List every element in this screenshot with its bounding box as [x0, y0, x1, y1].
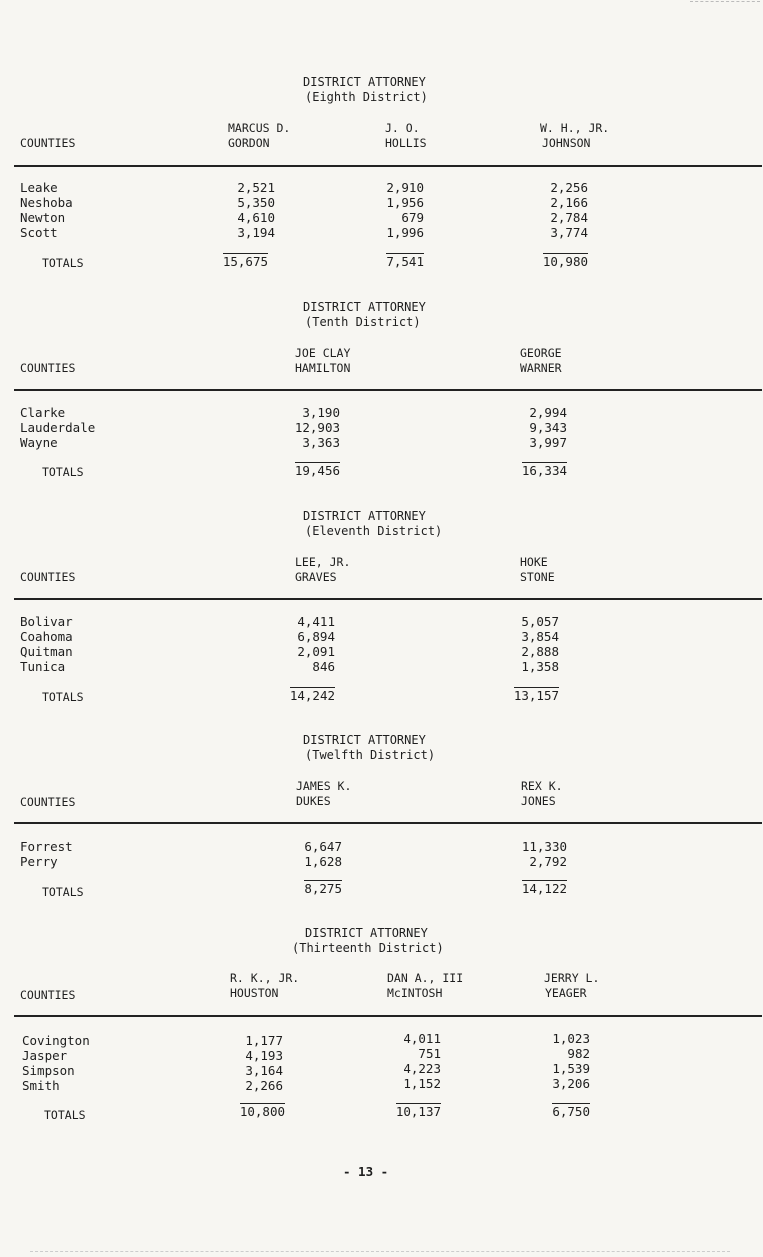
- section-title: DISTRICT ATTORNEY: [305, 926, 428, 940]
- total-count: [520, 254, 588, 269]
- candidate-last-name: YEAGER: [545, 986, 587, 1000]
- candidate-last-name: HOLLIS: [385, 136, 427, 150]
- vote-count: 2,888: [521, 644, 559, 659]
- section-title: DISTRICT ATTORNEY: [303, 75, 426, 89]
- total-value: 14,122: [521, 881, 567, 896]
- totals-label: TOTALS: [44, 1108, 86, 1122]
- totals-label: TOTALS: [42, 690, 84, 704]
- total-count: [490, 688, 559, 703]
- vote-count: 4,610: [237, 210, 275, 225]
- county-name: Perry: [20, 854, 58, 869]
- total-value: 19,456: [294, 463, 340, 478]
- totals-label: TOTALS: [42, 465, 84, 479]
- header-rule: [14, 598, 762, 600]
- district-name: (Tenth District): [305, 315, 421, 329]
- scan-artifact: [30, 1251, 730, 1253]
- section-title: DISTRICT ATTORNEY: [303, 300, 426, 314]
- vote-count: 3,363: [302, 435, 340, 450]
- county-name: Smith: [22, 1078, 60, 1093]
- total-value: 16,334: [521, 463, 567, 478]
- vote-count: 3,997: [529, 435, 567, 450]
- vote-count: 1,628: [304, 854, 342, 869]
- vote-count: 4,223: [403, 1061, 441, 1076]
- vote-count: 3,206: [552, 1076, 590, 1091]
- county-name: Neshoba: [20, 195, 73, 210]
- vote-count: 5,057: [521, 614, 559, 629]
- county-name: Tunica: [20, 659, 66, 674]
- vote-count: 3,164: [245, 1063, 283, 1078]
- district-name: (Eighth District): [305, 90, 428, 104]
- candidate-last-name: JONES: [521, 794, 556, 808]
- header-rule: [14, 822, 762, 824]
- section-title: DISTRICT ATTORNEY: [303, 509, 426, 523]
- vote-count: 1,177: [245, 1033, 283, 1048]
- counties-header: COUNTIES: [20, 570, 76, 584]
- vote-count: 1,152: [403, 1076, 441, 1091]
- header-rule: [14, 165, 762, 167]
- candidate-first-name: REX K.: [521, 779, 563, 793]
- vote-count: 1,358: [521, 659, 559, 674]
- vote-count: 4,011: [403, 1031, 441, 1046]
- county-name: Simpson: [22, 1063, 75, 1078]
- candidate-first-name: GEORGE: [520, 346, 562, 360]
- vote-count: 2,994: [529, 405, 567, 420]
- candidate-first-name: R. K., JR.: [230, 971, 300, 985]
- county-name: Clarke: [20, 405, 66, 420]
- counties-header: COUNTIES: [20, 136, 76, 150]
- total-count: [375, 1104, 441, 1119]
- vote-count: 3,854: [521, 629, 559, 644]
- candidate-first-name: W. H., JR.: [540, 121, 610, 135]
- vote-count: 1,023: [552, 1031, 590, 1046]
- header-rule: [14, 1015, 762, 1017]
- vote-count: 679: [401, 210, 424, 225]
- total-count: [210, 254, 268, 269]
- total-count: [525, 1104, 590, 1119]
- vote-count: 9,343: [529, 420, 567, 435]
- county-name: Forrest: [20, 839, 73, 854]
- county-name: Quitman: [20, 644, 73, 659]
- candidate-first-name: JAMES K.: [296, 779, 352, 793]
- county-name: Leake: [20, 180, 58, 195]
- total-count: [500, 463, 567, 478]
- total-value: 8,275: [304, 881, 342, 896]
- candidate-last-name: STONE: [520, 570, 555, 584]
- candidate-first-name: MARCUS D.: [228, 121, 291, 135]
- candidate-last-name: McINTOSH: [387, 986, 443, 1000]
- total-count: [270, 463, 340, 478]
- total-count: [270, 881, 342, 896]
- vote-count: 4,193: [245, 1048, 283, 1063]
- totals-label: TOTALS: [42, 256, 84, 270]
- vote-count: 2,256: [550, 180, 588, 195]
- candidate-last-name: HOUSTON: [230, 986, 279, 1000]
- candidate-last-name: WARNER: [520, 361, 562, 375]
- county-name: Wayne: [20, 435, 58, 450]
- total-count: [500, 881, 567, 896]
- page-number: - 13 -: [343, 1164, 389, 1179]
- county-name: Bolivar: [20, 614, 73, 629]
- vote-count: 3,774: [550, 225, 588, 240]
- counties-header: COUNTIES: [20, 795, 76, 809]
- totals-label: TOTALS: [42, 885, 84, 899]
- vote-count: 2,266: [245, 1078, 283, 1093]
- total-value: 14,242: [289, 688, 335, 703]
- candidate-first-name: DAN A., III: [387, 971, 464, 985]
- total-value: 10,137: [395, 1104, 441, 1119]
- district-name: (Twelfth District): [305, 748, 436, 762]
- total-count: [360, 254, 424, 269]
- vote-count: 6,894: [297, 629, 335, 644]
- candidate-last-name: GORDON: [228, 136, 270, 150]
- vote-count: 982: [567, 1046, 590, 1061]
- total-value: 10,980: [542, 254, 588, 269]
- total-value: 10,800: [239, 1104, 285, 1119]
- county-name: Lauderdale: [20, 420, 96, 435]
- vote-count: 2,910: [386, 180, 424, 195]
- counties-header: COUNTIES: [20, 988, 76, 1002]
- candidate-first-name: J. O.: [385, 121, 420, 135]
- district-name: (Eleventh District): [305, 524, 443, 538]
- county-name: Newton: [20, 210, 66, 225]
- counties-header: COUNTIES: [20, 361, 76, 375]
- county-name: Covington: [22, 1033, 90, 1048]
- candidate-first-name: JOE CLAY: [295, 346, 351, 360]
- header-rule: [14, 389, 762, 391]
- vote-count: 1,539: [552, 1061, 590, 1076]
- vote-count: 751: [418, 1046, 441, 1061]
- total-count: [265, 688, 335, 703]
- vote-count: 846: [312, 659, 335, 674]
- vote-count: 11,330: [521, 839, 567, 854]
- total-value: 15,675: [222, 254, 268, 269]
- vote-count: 2,166: [550, 195, 588, 210]
- candidate-last-name: JOHNSON: [542, 136, 591, 150]
- candidate-last-name: DUKES: [296, 794, 331, 808]
- scan-artifact: [690, 1, 760, 3]
- vote-count: 12,903: [294, 420, 340, 435]
- vote-count: 1,996: [386, 225, 424, 240]
- candidate-first-name: JERRY L.: [544, 971, 600, 985]
- vote-count: 5,350: [237, 195, 275, 210]
- county-name: Jasper: [22, 1048, 68, 1063]
- vote-count: 2,784: [550, 210, 588, 225]
- vote-count: 2,091: [297, 644, 335, 659]
- candidate-first-name: LEE, JR.: [295, 555, 351, 569]
- county-name: Scott: [20, 225, 58, 240]
- total-value: 7,541: [386, 254, 424, 269]
- vote-count: 2,792: [529, 854, 567, 869]
- section-title: DISTRICT ATTORNEY: [303, 733, 426, 747]
- county-name: Coahoma: [20, 629, 73, 644]
- candidate-last-name: HAMILTON: [295, 361, 351, 375]
- vote-count: 4,411: [297, 614, 335, 629]
- candidate-first-name: HOKE: [520, 555, 548, 569]
- total-value: 6,750: [552, 1104, 590, 1119]
- district-name: (Thirteenth District): [292, 941, 444, 955]
- total-value: 13,157: [513, 688, 559, 703]
- vote-count: 1,956: [386, 195, 424, 210]
- vote-count: 2,521: [237, 180, 275, 195]
- vote-count: 3,194: [237, 225, 275, 240]
- total-count: [215, 1104, 285, 1119]
- vote-count: 3,190: [302, 405, 340, 420]
- candidate-last-name: GRAVES: [295, 570, 337, 584]
- vote-count: 6,647: [304, 839, 342, 854]
